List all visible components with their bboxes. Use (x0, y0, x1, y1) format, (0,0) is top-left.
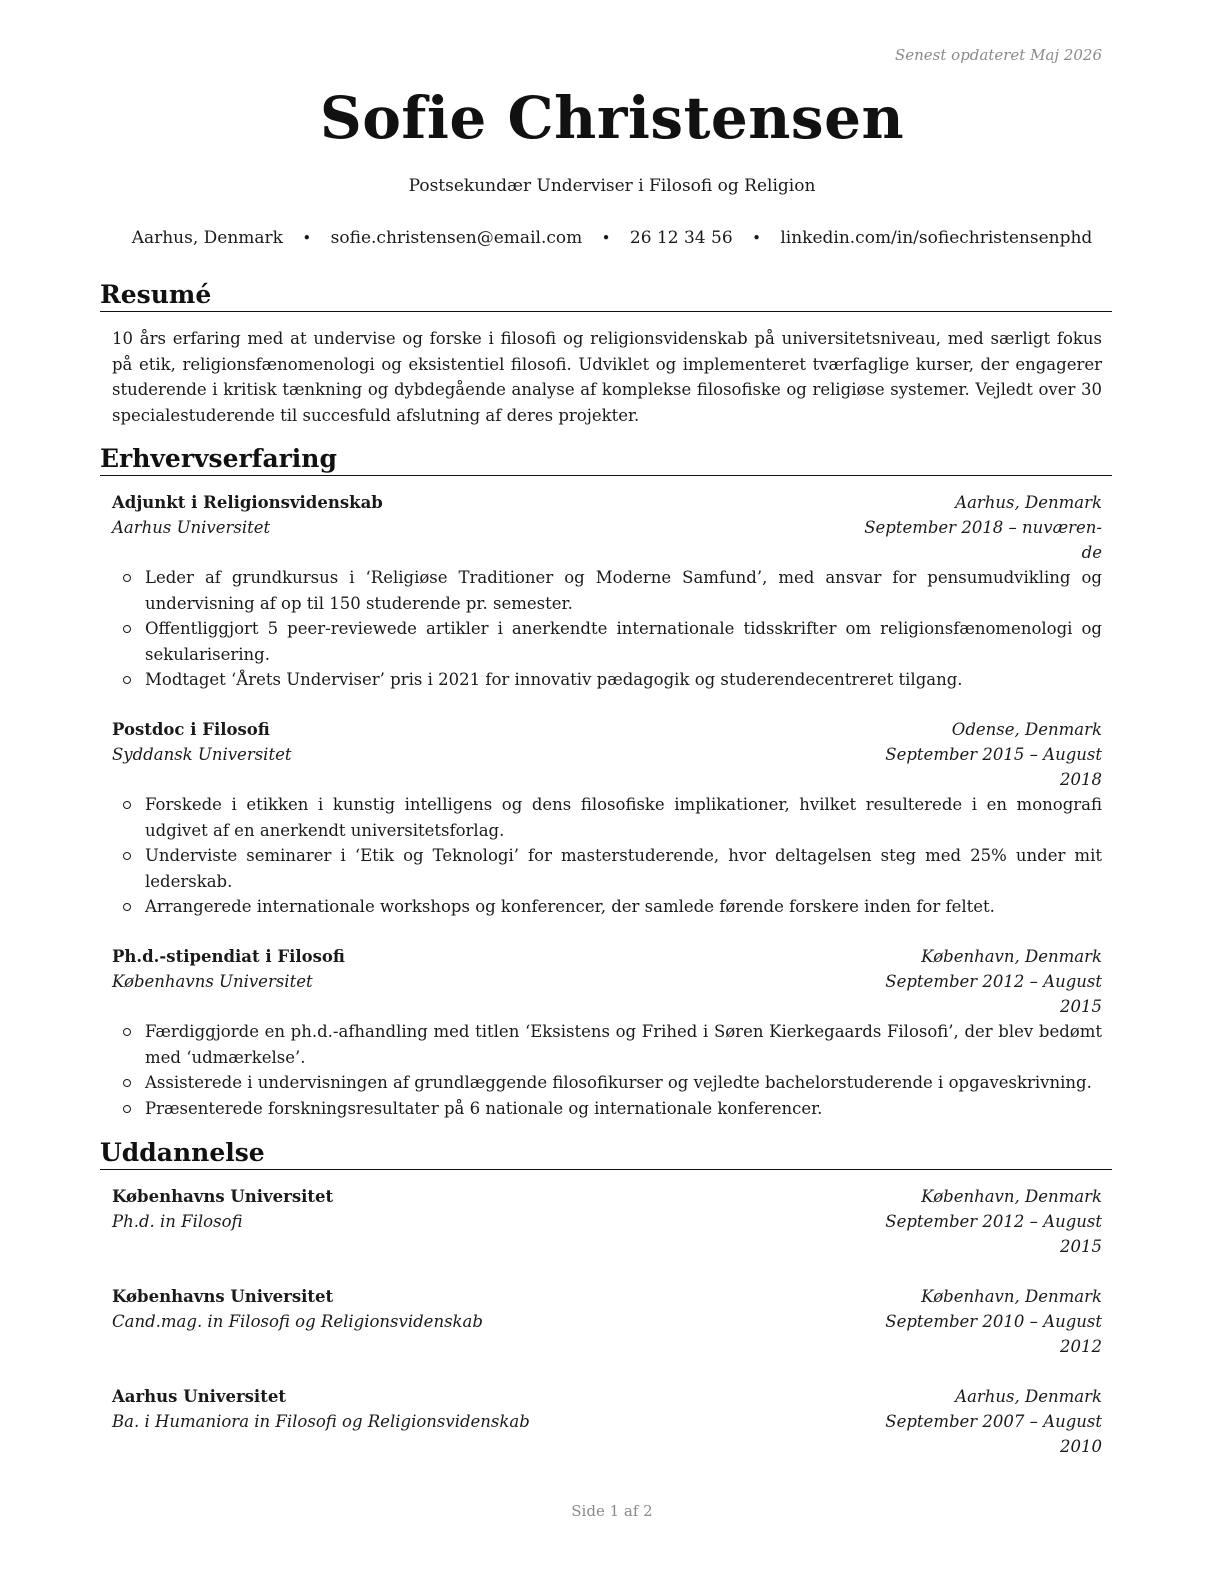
job-location: Odense, Denmark (951, 720, 1102, 739)
job-bullets (112, 792, 1102, 920)
job-dates-line2: 2018 (1060, 770, 1102, 789)
bullet-text: Præsenterede forskningsresultater på 6 nationale og internationale konferencer. (145, 1098, 823, 1118)
job-title: Postdoc i Filosofi (112, 720, 270, 739)
person-name: Sofie Christensen (319, 84, 905, 152)
bullet-separator: • (601, 229, 611, 247)
contact-linkedin[interactable]: linkedin.com/in/sofiechristensenphd (780, 228, 1093, 248)
job-dates-line1: September 2012 – August (885, 972, 1102, 991)
list-item (112, 792, 1102, 843)
circle-bullet-icon (123, 1028, 131, 1036)
section-title-education: Uddannelse (100, 1138, 1112, 1170)
job-dates (862, 515, 1102, 565)
list-item (112, 565, 1102, 616)
section-title-summary: Resumé (100, 280, 1112, 312)
degree-name: Cand.mag. in Filosofi og Religionsvidenskab (112, 1312, 483, 1331)
list-item (112, 616, 1102, 667)
bullet-text: Underviste seminarer i ‘Etik og Teknologi’ for masterstuderende, hvor deltagelsen steg med 25% under mit lederskab. (145, 846, 1102, 891)
employer: Aarhus Universitet (112, 518, 271, 537)
job-dates-line2: de (1081, 543, 1102, 562)
bullet-text: Assisterede i undervisningen af grundlæggende filosofikurser og vejledte bachelorstuderende i opgaveskrivning. (145, 1073, 1092, 1092)
education-dates (862, 1209, 1102, 1259)
list-item (112, 894, 1102, 920)
contact-phone: 26 12 34 56 (629, 228, 733, 248)
education-dates-line1: September 2010 – August (885, 1312, 1102, 1331)
experience-entry (112, 717, 1102, 920)
job-location: København, Denmark (921, 947, 1102, 966)
education-dates-line2: 2015 (1060, 1237, 1102, 1256)
circle-bullet-icon (123, 1079, 131, 1087)
bullet-text: Offentliggjort 5 peer-reviewede artikler i anerkendte internationale tidsskrifter om religionsfænomenologi og sekularisering. (145, 619, 1102, 664)
school-name: Københavns Universitet (112, 1187, 334, 1206)
last-updated: Senest opdateret Maj 2026 (894, 46, 1102, 64)
list-item (112, 1096, 1102, 1122)
circle-bullet-icon (123, 903, 131, 911)
bullet-text: Leder af grundkursus i ‘Religiøse Traditioner og Moderne Samfund’, med ansvar for pensumudvikling og undervisning af op til 150 studerende pr. semester. (145, 568, 1102, 613)
job-location: Aarhus, Denmark (955, 493, 1102, 512)
employer: Syddansk Universitet (112, 745, 292, 764)
list-item (112, 667, 1102, 693)
job-dates (862, 969, 1102, 1019)
experience-entry (112, 944, 1102, 1121)
job-bullets (112, 1019, 1102, 1121)
bullet-separator: • (302, 229, 312, 247)
school-location: Aarhus, Denmark (955, 1387, 1102, 1406)
education-dates (862, 1309, 1102, 1359)
list-item (112, 1070, 1102, 1096)
school-location: København, Denmark (921, 1287, 1102, 1306)
circle-bullet-icon (123, 852, 131, 860)
circle-bullet-icon (123, 625, 131, 633)
section-title-experience: Erhvervserfaring (100, 444, 1112, 476)
job-bullets (112, 565, 1102, 693)
summary-text: 10 års erfaring med at undervise og forske i filosofi og religionsvidenskab på universitetsniveau, med særligt fokus på etik, religionsfænomenologi og eksistentiel filosofi. Udviklet og implementeret tværfaglige kurser, der engagerer studerende i kritisk tænkning og dybdegående analyse af komplekse filosofiske og religiøse systemer. Vejledt over 30 specialestuderende til succesfuld afslutning af deres projekter. (112, 329, 1102, 425)
school-name: Aarhus Universitet (112, 1387, 286, 1406)
job-dates (862, 742, 1102, 792)
job-title: Adjunkt i Religionsvidenskab (112, 493, 383, 512)
page-number: Side 1 af 2 (571, 1502, 653, 1520)
education-dates-line2: 2010 (1060, 1437, 1102, 1456)
circle-bullet-icon (123, 574, 131, 582)
job-subtitle: Postsekundær Underviser i Filosofi og Religion (408, 176, 816, 196)
education-entry (112, 1284, 1102, 1359)
education-entry (112, 1384, 1102, 1459)
job-title: Ph.d.-stipendiat i Filosofi (112, 947, 345, 966)
circle-bullet-icon (123, 676, 131, 684)
degree-name: Ph.d. in Filosofi (112, 1212, 243, 1231)
bullet-text: Færdiggjorde en ph.d.-afhandling med titlen ‘Eksistens og Frihed i Søren Kierkegaards Filosofi’, der blev bedømt med ‘udmærkelse’. (145, 1022, 1102, 1067)
education-dates-line1: September 2012 – August (885, 1212, 1102, 1231)
education-dates-line1: September 2007 – August (885, 1412, 1102, 1431)
contact-location: Aarhus, Denmark (131, 228, 283, 248)
list-item (112, 1019, 1102, 1070)
list-item (112, 843, 1102, 894)
bullet-text: Modtaget ‘Årets Underviser’ pris i 2021 for innovativ pædagogik og studerendecentreret tilgang. (145, 670, 963, 689)
experience-entry (112, 490, 1102, 693)
contact-email[interactable]: sofie.christensen@email.com (330, 228, 583, 248)
bullet-text: Forskede i etikken i kunstig intelligens og dens filosofiske implikationer, hvilket resulterede i en monografi udgivet af en anerkendt universitetsforlag. (145, 795, 1102, 840)
job-dates-line1: September 2018 – nuværen- (864, 518, 1102, 537)
degree-name: Ba. i Humaniora in Filosofi og Religionsvidenskab (112, 1412, 530, 1431)
education-dates (862, 1409, 1102, 1459)
employer: Københavns Universitet (112, 972, 313, 991)
circle-bullet-icon (123, 801, 131, 809)
job-dates-line1: September 2015 – August (885, 745, 1102, 764)
contact-line (0, 228, 1224, 248)
job-dates-line2: 2015 (1060, 997, 1102, 1016)
school-name: Københavns Universitet (112, 1287, 334, 1306)
circle-bullet-icon (123, 1105, 131, 1113)
bullet-text: Arrangerede internationale workshops og konferencer, der samlede førende forskere inden for feltet. (145, 897, 995, 916)
school-location: København, Denmark (921, 1187, 1102, 1206)
education-entry (112, 1184, 1102, 1259)
education-dates-line2: 2012 (1060, 1337, 1102, 1356)
bullet-separator: • (752, 229, 761, 247)
